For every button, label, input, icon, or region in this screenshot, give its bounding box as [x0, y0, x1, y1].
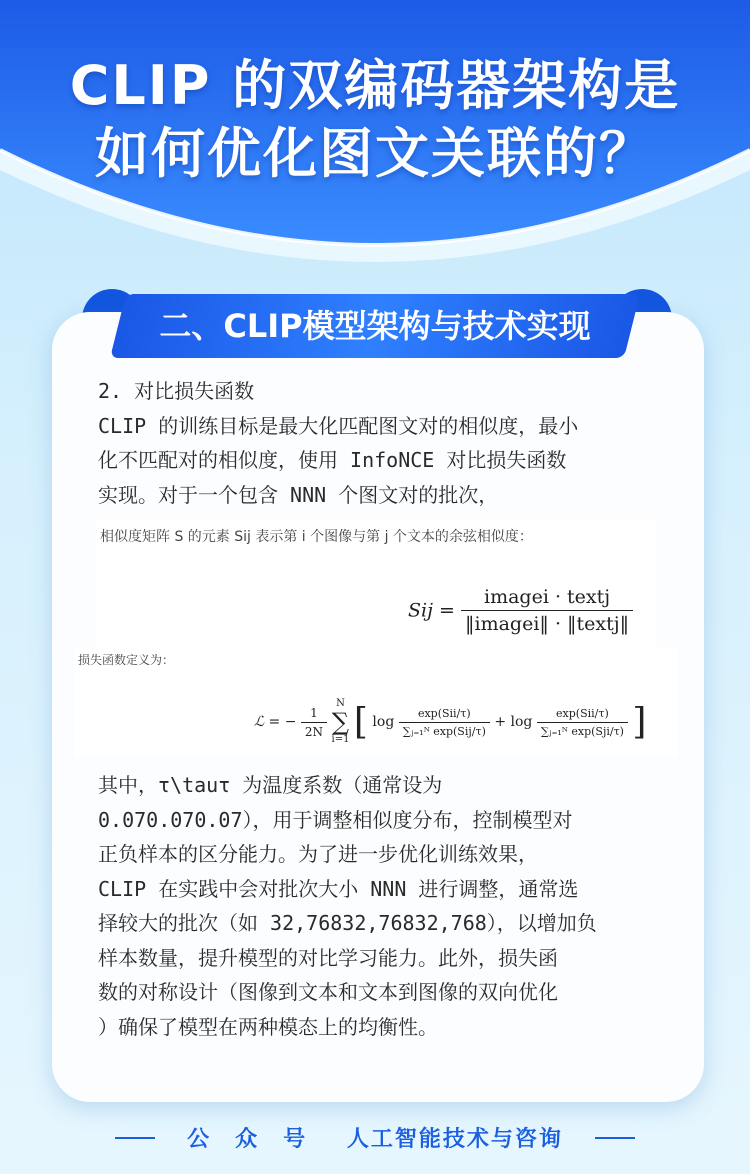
loss-coef-num: 1 [301, 706, 327, 723]
term2-denominator: ∑ⱼ₌₁ᴺ exp(Sji/τ) [540, 724, 624, 738]
page-title-line-2: 如何优化图文关联的？ [95, 122, 655, 185]
loss-term-1 [399, 707, 490, 738]
explanation-paragraph [98, 768, 678, 1044]
similarity-caption: 相似度矩阵 S 的元素 Sij 表示第 i 个图像与第 j 个文本的余弦相似度： [100, 529, 533, 545]
explanation-line: ）确保了模型在两种模态上的均衡性。 [98, 1014, 438, 1039]
explanation-line: 数的对称设计（图像到文本和文本到图像的双向优化 [98, 980, 558, 1004]
term2-numerator: exp(Sii/τ) [537, 707, 628, 723]
term1-numerator: exp(Sii/τ) [399, 707, 490, 723]
similarity-formula-box [96, 520, 656, 650]
footer-divider-left [115, 1137, 155, 1139]
term1-denominator: ∑ⱼ₌₁ᴺ exp(Sij/τ) [402, 724, 486, 738]
intro-line: CLIP 的训练目标是最大化匹配图文对的相似度，最小 [98, 413, 579, 438]
explanation-line: 其中，τ\tauτ 为温度系数（通常设为 [98, 773, 443, 797]
loss-coef-den: 2N [304, 724, 324, 739]
intro-line: 实现。对于一个包含 NNN 个图文对的批次， [98, 482, 499, 507]
section-title: 二、CLIP模型架构与技术实现 [159, 307, 591, 345]
explanation-line: 择较大的批次（如 32,76832,76832,768），以增加负 [98, 911, 597, 935]
sum-sign: ∑ [331, 708, 350, 736]
loss-term-2 [537, 707, 628, 738]
similarity-fraction [461, 586, 633, 635]
log-1: log [372, 714, 395, 730]
log-2: + log [494, 714, 533, 730]
loss-caption: 损失函数定义为： [78, 653, 175, 667]
footer-account-name: 人工智能技术与咨询 [346, 1127, 563, 1152]
page-title [0, 52, 750, 188]
explanation-line: 0.070.070.07），用于调整相似度分布，控制模型对 [98, 807, 573, 832]
sum-sub: i=1 [331, 734, 350, 745]
explanation-line: CLIP 在实践中会对批次大小 NNN 进行调整，通常选 [98, 876, 579, 901]
similarity-numerator: imagei · textj [461, 586, 633, 611]
similarity-denominator: ‖imagei‖ · ‖textj‖ [465, 613, 630, 635]
explanation-line: 样本数量，提升模型的对比学习能力。此外，损失函 [98, 945, 558, 970]
intro-line: 2. 对比损失函数 [98, 379, 255, 403]
footer-divider-right [595, 1137, 635, 1139]
similarity-formula [408, 586, 633, 635]
loss-coefficient [301, 706, 327, 739]
footer [0, 1122, 750, 1162]
loss-lhs: ℒ = − [254, 714, 297, 730]
loss-formula-box [74, 648, 678, 758]
sum-sup: N [336, 698, 345, 709]
bracket-left: [ [353, 701, 368, 743]
similarity-lhs: Sij = [408, 599, 455, 622]
explanation-line: 正负样本的区分能力。为了进一步优化训练效果， [98, 842, 538, 866]
intro-line: 化不匹配对的相似度，使用 InfoNCE 对比损失函数 [98, 448, 567, 472]
footer-label: 公众号 [187, 1127, 332, 1152]
page-title-line-1: CLIP 的双编码器架构是 [69, 54, 681, 117]
intro-paragraph [98, 374, 678, 512]
bracket-right: ] [632, 701, 647, 743]
sum-operator [332, 698, 350, 746]
loss-formula [254, 698, 646, 746]
